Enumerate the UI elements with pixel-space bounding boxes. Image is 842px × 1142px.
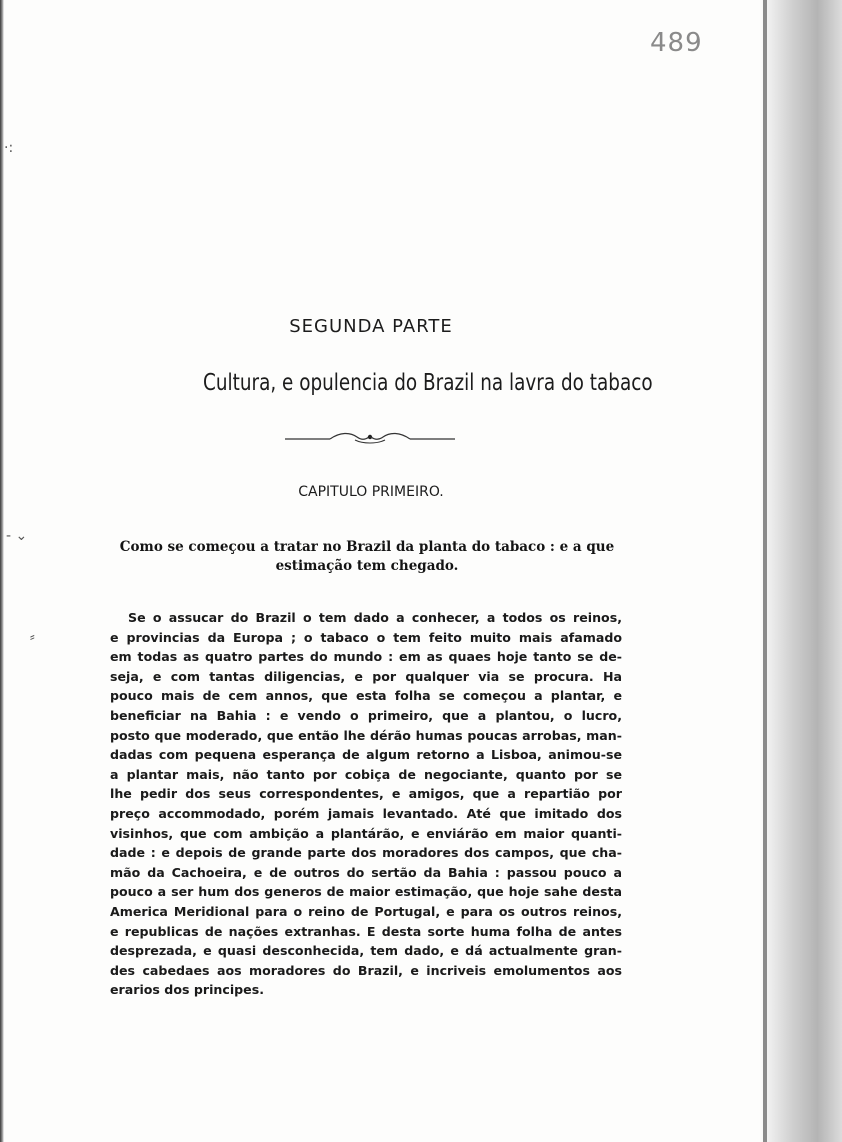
body-line: e republicas de nações extranhas. E desta sorte huma folha de antes [110, 923, 622, 939]
body-line: posto que moderado, que então lhe dérão humas poucas arrobas, man- [110, 727, 622, 743]
body-line: desprezada, e quasi desconhecida, tem dado, e dá actualmente gran- [110, 943, 622, 959]
body-line: erarios dos principes. [110, 982, 264, 998]
page-number: 489 [650, 28, 703, 58]
body-line: dadas com pequena esperança de algum retorno a Lisboa, animou-se [110, 747, 622, 763]
body-line: em todas as quatro partes do mundo : em as quaes hoje tanto se de- [110, 649, 622, 665]
body-line: America Meridional para o reino de Portugal, e para os outros reinos, [110, 903, 622, 919]
body-line: dade : e depois de grande parte dos moradores dos campos, que cha- [110, 845, 622, 861]
page-left-edge [0, 0, 4, 1142]
body-paragraph [110, 608, 622, 1000]
body-line: a plantar mais, não tanto por cobiça de negociante, quanto por se [110, 766, 622, 782]
body-line: des cabedaes aos moradores do Brazil, e incriveis emolumentos aos [110, 962, 622, 978]
body-line: pouco mais de cem annos, que esta folha se começou a plantar, e [110, 688, 622, 704]
margin-mark: ⸗ [30, 629, 35, 645]
part-subtitle: Cultura, e opulencia do Brazil na lavra do tabaco [203, 370, 653, 396]
part-title: SEGUNDA PARTE [289, 316, 453, 337]
body-line: lhe pedir dos seus correspondentes, e amigos, que a repartião por [110, 786, 622, 802]
body-line: preço accommodado, porém jamais levantado. Até que imitado dos [110, 805, 622, 821]
body-line: Se o assucar do Brazil o tem dado a conhecer, a todos os reinos, [128, 610, 622, 625]
ornament-divider-icon [285, 426, 455, 448]
margin-mark: - ⌄ [6, 528, 28, 544]
page-gutter-line [763, 0, 767, 1142]
body-line: visinhos, que com ambição a plantárão, e enviárão em maior quanti- [110, 825, 622, 841]
body-line: e provincias da Europa ; o tabaco o tem feito muito mais afamado [110, 629, 622, 645]
body-line: beneficiar na Bahia : e vendo o primeiro, que a plantou, o lucro, [110, 707, 622, 723]
chapter-heading: Como se começou a tratar no Brazil da planta do tabaco : e a que estimação tem chegado. [119, 539, 615, 574]
body-line: seja, e com tantas diligencias, e por qualquer via se procura. Ha [110, 668, 622, 684]
body-line: mão da Cachoeira, e de outros do sertão da Bahia : passou pouco a [110, 864, 622, 880]
page-right-edge [760, 0, 842, 1142]
body-line: pouco a ser hum dos generos de maior estimação, que hoje sahe desta [110, 884, 622, 900]
chapter-title: CAPITULO PRIMEIRO. [298, 484, 444, 500]
margin-mark: ·: [4, 140, 14, 156]
